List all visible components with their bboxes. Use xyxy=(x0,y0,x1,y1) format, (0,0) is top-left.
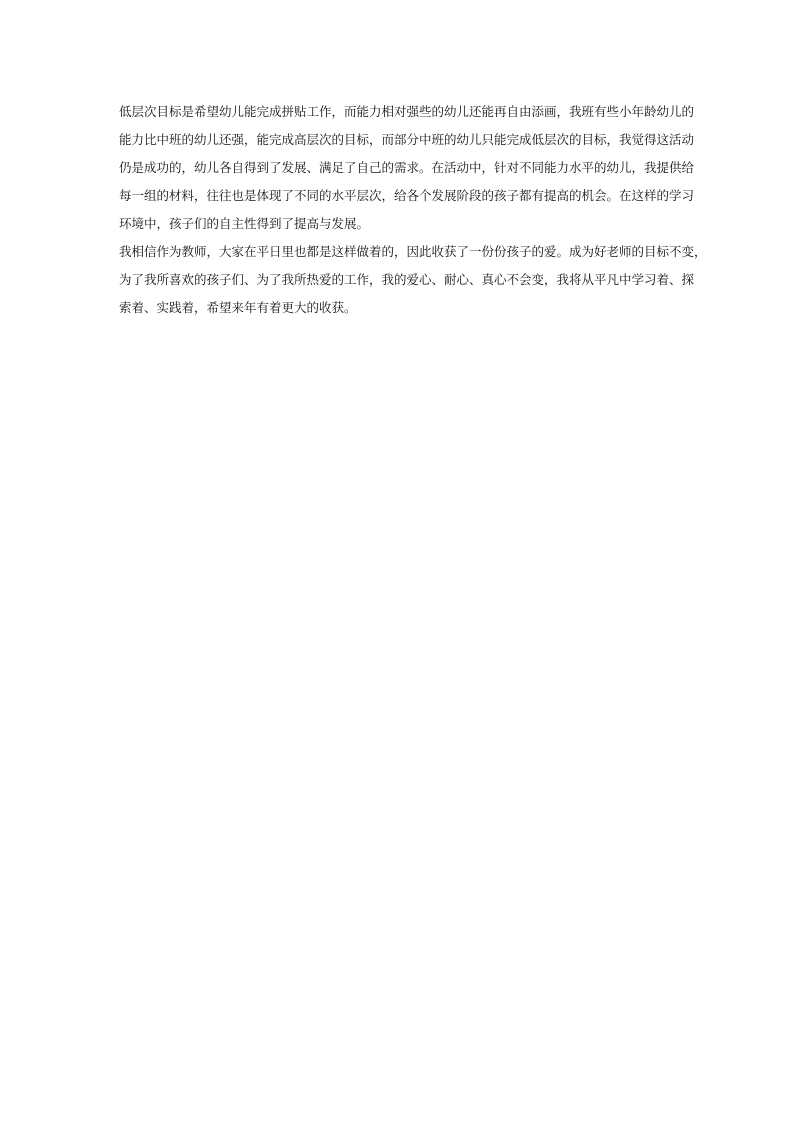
document-body xyxy=(119,98,707,322)
paragraph-line: 低层次目标是希望幼儿能完成拼贴工作，而能力相对强些的幼儿还能再自由添画，我班有些小年龄幼儿的 xyxy=(119,104,695,119)
paragraph-line: 环境中，孩子们的自主性得到了提高与发展。 xyxy=(119,216,370,231)
paragraph-line: 仍是成功的，幼儿各自得到了发展、满足了自己的需求。在活动中，针对不同能力水平的幼儿，我提供给 xyxy=(119,160,695,175)
paragraph-1 xyxy=(119,98,695,238)
paragraph-line: 每一组的材料，往往也是体现了不同的水平层次，给各个发展阶段的孩子都有提高的机会。在这样的学习 xyxy=(119,188,695,203)
paragraph-line: 能力比中班的幼儿还强，能完成高层次的目标，而部分中班的幼儿只能完成低层次的目标，我觉得这活动 xyxy=(119,132,695,147)
paragraph-2 xyxy=(119,238,707,322)
paragraph-line: 为了我所喜欢的孩子们、为了我所热爱的工作，我的爱心、耐心、真心不会变，我将从平凡中学习着、探 xyxy=(119,272,695,287)
paragraph-line: 我相信作为教师，大家在平日里也都是这样做着的，因此收获了一份份孩子的爱。成为好老师的目标不变， xyxy=(119,244,707,259)
paragraph-line: 索着、实践着，希望来年有着更大的收获。 xyxy=(119,300,357,315)
